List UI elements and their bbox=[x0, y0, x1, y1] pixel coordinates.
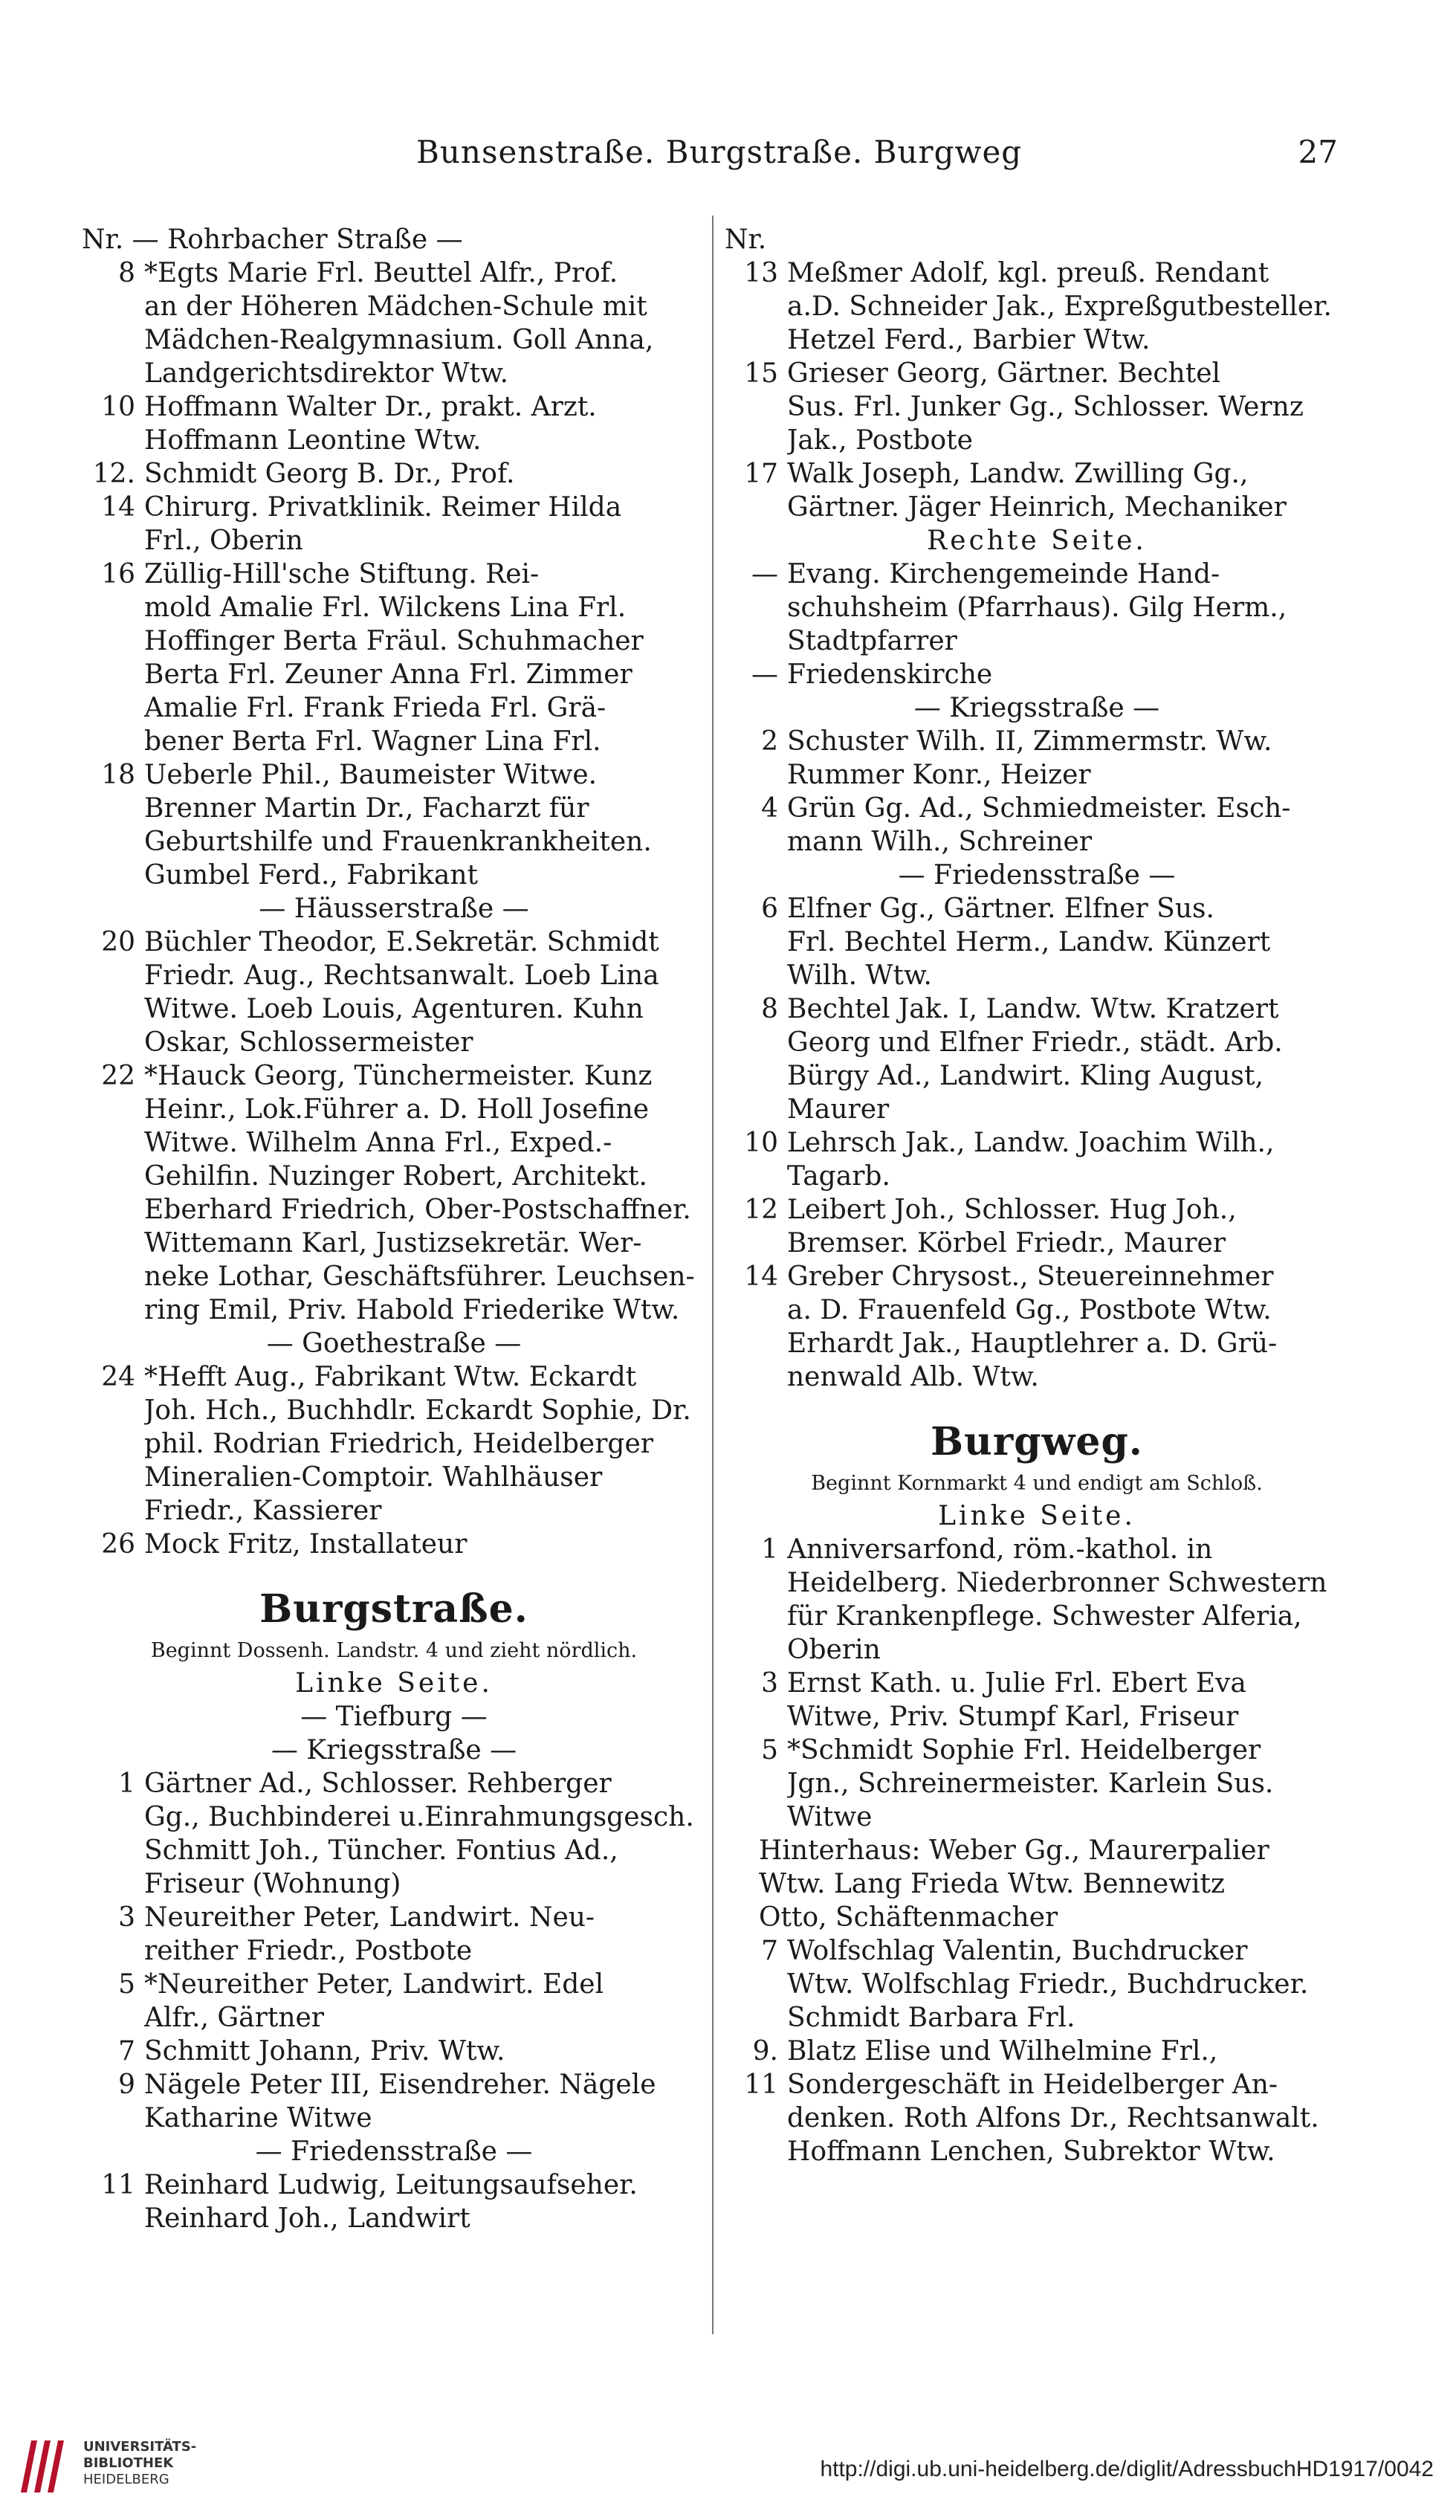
entry-text bbox=[144, 457, 706, 558]
entry-text bbox=[787, 1934, 1349, 2035]
entry-line: Georg und Elfner Friedr., städt. Arb. bbox=[787, 1027, 1283, 1058]
entry-line: Mineralien-Comptoir. Wahlhäuser bbox=[144, 1462, 603, 1493]
entry-line: Bechtel Jak. I, Landw. Wtw. Kratzert bbox=[787, 994, 1279, 1024]
entry-text bbox=[787, 457, 1349, 524]
entry-text bbox=[787, 1260, 1349, 1394]
right-column bbox=[725, 223, 1349, 2168]
street-heading: Burgweg. bbox=[931, 1419, 1143, 1464]
entry-line: Alfr., Gärtner bbox=[144, 2003, 325, 2033]
entry-line: Hoffmann Walter Dr., prakt. Arzt. bbox=[144, 392, 597, 422]
directory-entry bbox=[725, 658, 1349, 691]
entry-line: *Egts Marie Frl. Beuttel Alfr., Prof. bbox=[144, 258, 618, 288]
left-column bbox=[82, 223, 706, 2235]
house-number: 24 bbox=[101, 1362, 135, 1392]
entry-line: Heinr., Lok.Führer a. D. Holl Josefine bbox=[144, 1094, 650, 1125]
entry-line: Mock Fritz, Installateur bbox=[144, 1529, 467, 1560]
entry-line: Büchler Theodor, E.Sekretär. Schmidt bbox=[144, 927, 659, 957]
directory-entry bbox=[725, 1193, 1349, 1260]
entry-line: Hoffinger Berta Fräul. Schuhmacher bbox=[144, 626, 644, 656]
house-number: 9 bbox=[118, 2070, 135, 2100]
entry-line: Berta Frl. Zeuner Anna Frl. Zimmer bbox=[144, 659, 632, 690]
cross-street-label: — Kriegsstraße — bbox=[913, 693, 1160, 723]
house-number: 1 bbox=[118, 1768, 135, 1799]
entry-line: Witwe. Wilhelm Anna Frl., Exped.- bbox=[144, 1128, 612, 1158]
logo-line-3: HEIDELBERG bbox=[83, 2472, 169, 2487]
entry-line: Wittemann Karl, Justizsekretär. Wer- bbox=[144, 1228, 642, 1259]
entry-line: Witwe, Priv. Stumpf Karl, Friseur bbox=[787, 1702, 1239, 1732]
entry-line: a.D. Schneider Jak., Expreßgutbesteller. bbox=[787, 291, 1332, 322]
cross-street-label: — Friedensstraße — bbox=[898, 860, 1176, 891]
entry-line: Oskar, Schlossermeister bbox=[144, 1027, 473, 1058]
entry-line: Friedr. Aug., Rechtsanwalt. Loeb Lina bbox=[144, 960, 659, 991]
entry-line: Witwe. Loeb Louis, Agenturen. Kuhn bbox=[144, 994, 644, 1024]
entry-line: Katharine Witwe bbox=[144, 2103, 372, 2133]
entry-line: Anniversarfond, röm.-kathol. in bbox=[787, 1534, 1213, 1565]
entry-line: Bremser. Körbel Friedr., Maurer bbox=[787, 1228, 1226, 1259]
entry-line: für Krankenpflege. Schwester Alferia, bbox=[787, 1601, 1302, 1632]
directory-entry bbox=[725, 1734, 1349, 1834]
entry-text bbox=[787, 1734, 1349, 1834]
directory-entry bbox=[725, 1834, 1349, 1934]
entry-line: *Hauck Georg, Tünchermeister. Kunz bbox=[144, 1061, 653, 1091]
house-number: 11 bbox=[101, 2170, 135, 2200]
house-number: 5 bbox=[761, 1735, 778, 1765]
entry-text bbox=[787, 658, 1349, 691]
directory-entry bbox=[82, 2068, 706, 2135]
directory-entry bbox=[82, 390, 706, 457]
entry-text bbox=[144, 1528, 706, 1561]
street-description: Beginnt Kornmarkt 4 und endigt am Schloß. bbox=[811, 1472, 1263, 1495]
house-number bbox=[725, 1834, 759, 1934]
entry-line: Wtw. Wolfschlag Friedr., Buchdrucker. bbox=[787, 1969, 1309, 2000]
entry-line: ring Emil, Priv. Habold Friederike Wtw. bbox=[144, 1295, 680, 1325]
entry-line: a. D. Frauenfeld Gg., Postbote Wtw. bbox=[787, 1295, 1272, 1325]
directory-entry bbox=[82, 2168, 706, 2235]
directory-entry bbox=[82, 925, 706, 1059]
entry-text bbox=[787, 1533, 1349, 1667]
entry-line: Frl., Oberin bbox=[144, 526, 303, 556]
entry-line: Nägele Peter III, Eisendreher. Nägele bbox=[144, 2070, 656, 2100]
directory-entry bbox=[725, 1126, 1349, 1193]
entry-line: nenwald Alb. Wtw. bbox=[787, 1362, 1039, 1392]
street-description: Beginnt Dossenh. Landstr. 4 und zieht nördlich. bbox=[150, 1639, 638, 1662]
entry-line: Reinhard Ludwig, Leitungsaufseher. bbox=[144, 2170, 638, 2200]
entry-line: Maurer bbox=[787, 1094, 890, 1125]
entry-line: Wilh. Wtw. bbox=[787, 960, 932, 991]
entry-text bbox=[144, 1360, 706, 1528]
page-header bbox=[82, 134, 1338, 178]
house-number: 7 bbox=[761, 1936, 778, 1966]
house-number: 8 bbox=[761, 994, 778, 1024]
entry-line: Schmitt Joh., Tüncher. Fontius Ad., bbox=[144, 1835, 618, 1866]
house-number: 2 bbox=[761, 726, 778, 757]
entry-text bbox=[787, 892, 1349, 992]
entry-line: Erhardt Jak., Hauptlehrer a. D. Grü- bbox=[787, 1328, 1278, 1359]
entry-line: mold Amalie Frl. Wilckens Lina Frl. bbox=[144, 592, 627, 623]
entry-text bbox=[144, 2168, 706, 2235]
entry-line: Eberhard Friedrich, Ober-Postschaffner. bbox=[144, 1195, 691, 1225]
entry-line: Gumbel Ferd., Fabrikant bbox=[144, 860, 478, 891]
entry-line: *Hefft Aug., Fabrikant Wtw. Eckardt bbox=[144, 1362, 637, 1392]
entry-line: Wolfschlag Valentin, Buchdrucker bbox=[787, 1936, 1248, 1966]
column-divider bbox=[712, 216, 714, 2334]
house-number: 3 bbox=[761, 1668, 778, 1699]
entry-text bbox=[144, 256, 706, 390]
directory-entry bbox=[82, 1059, 706, 1327]
entry-line: Greber Chrysost., Steuereinnehmer bbox=[787, 1261, 1274, 1292]
directory-entry bbox=[725, 792, 1349, 859]
entry-line: Züllig-Hill'sche Stiftung. Rei- bbox=[144, 559, 540, 589]
directory-entry bbox=[725, 457, 1349, 524]
entry-line: an der Höheren Mädchen-Schule mit bbox=[144, 291, 647, 322]
entry-text bbox=[787, 792, 1349, 859]
directory-entry bbox=[82, 1360, 706, 1528]
house-number: — bbox=[751, 559, 778, 589]
page-number: 27 bbox=[1298, 134, 1338, 170]
house-number: 5 bbox=[118, 1969, 135, 2000]
house-number: 10 bbox=[101, 392, 135, 422]
column-header-line: Nr. bbox=[725, 224, 767, 255]
directory-entry bbox=[82, 1968, 706, 2035]
entry-line: Schmitt Johann, Priv. Wtw. bbox=[144, 2036, 505, 2067]
house-number: 9. 11 bbox=[744, 2036, 778, 2100]
entry-line: Geburtshilfe und Frauenkrankheiten. bbox=[144, 827, 652, 857]
entry-text bbox=[787, 1193, 1349, 1260]
entry-text bbox=[787, 2035, 1349, 2168]
entry-text bbox=[144, 1901, 706, 1968]
cross-street-label: — Tiefburg — bbox=[300, 1702, 488, 1732]
entry-line: Blatz Elise und Wilhelmine Frl., bbox=[787, 2036, 1218, 2067]
entry-line: phil. Rodrian Friedrich, Heidelberger bbox=[144, 1429, 653, 1459]
entry-line: Meßmer Adolf, kgl. preuß. Rendant bbox=[787, 258, 1269, 288]
entry-line: *Neureither Peter, Landwirt. Edel bbox=[144, 1969, 604, 2000]
directory-entry bbox=[725, 992, 1349, 1126]
house-number: 26 bbox=[101, 1529, 135, 1560]
house-number: 3 bbox=[118, 1902, 135, 1933]
logo-line-2: BIBLIOTHEK bbox=[83, 2455, 174, 2471]
house-number: 12 bbox=[744, 1195, 778, 1225]
directory-entry bbox=[82, 1528, 706, 1561]
side-heading: Linke Seite. bbox=[295, 1668, 493, 1699]
entry-line: Schmidt Barbara Frl. bbox=[787, 2003, 1075, 2033]
directory-entry bbox=[82, 457, 706, 558]
entry-line: Friedr., Kassierer bbox=[144, 1496, 382, 1526]
house-number: 20 bbox=[101, 927, 135, 957]
house-number: 22 bbox=[101, 1061, 135, 1091]
house-number: 16 bbox=[101, 559, 135, 589]
entry-text bbox=[787, 725, 1349, 792]
house-number: 8 bbox=[118, 258, 135, 288]
entry-line: denken. Roth Alfons Dr., Rechtsanwalt. bbox=[787, 2103, 1319, 2133]
entry-line: Evang. Kirchengemeinde Hand- bbox=[787, 559, 1220, 589]
entry-text bbox=[144, 558, 706, 758]
entry-text bbox=[787, 558, 1349, 658]
entry-line: Friedenskirche bbox=[787, 659, 993, 690]
entry-line: Gärtner. Jäger Heinrich, Mechaniker bbox=[787, 492, 1287, 523]
entry-line: Reinhard Joh., Landwirt bbox=[144, 2203, 470, 2234]
entry-text bbox=[144, 925, 706, 1059]
house-number: 10 bbox=[744, 1128, 778, 1158]
directory-entry bbox=[82, 1767, 706, 1901]
entry-line: Ernst Kath. u. Julie Frl. Ebert Eva bbox=[787, 1668, 1246, 1699]
entry-line: Oberin bbox=[787, 1635, 881, 1665]
directory-entry bbox=[82, 256, 706, 390]
side-heading: Linke Seite. bbox=[938, 1501, 1136, 1531]
house-number: 7 bbox=[118, 2036, 135, 2067]
entry-line: reither Friedr., Postbote bbox=[144, 1936, 473, 1966]
street-heading: Burgstraße. bbox=[259, 1586, 528, 1632]
entry-text bbox=[144, 390, 706, 457]
entry-line: Ueberle Phil., Baumeister Witwe. bbox=[144, 760, 598, 790]
entry-line: Stadtpfarrer bbox=[787, 626, 957, 656]
entry-text bbox=[759, 1834, 1349, 1934]
entry-text bbox=[787, 1667, 1349, 1734]
entry-line: *Schmidt Sophie Frl. Heidelberger bbox=[787, 1735, 1261, 1765]
entry-text bbox=[144, 2068, 706, 2135]
directory-entry bbox=[725, 1667, 1349, 1734]
entry-line: Lehrsch Jak., Landw. Joachim Wilh., bbox=[787, 1128, 1275, 1158]
entry-line: Sondergeschäft in Heidelberger An- bbox=[787, 2070, 1278, 2100]
directory-entry bbox=[725, 892, 1349, 992]
entry-line: bener Berta Frl. Wagner Lina Frl. bbox=[144, 726, 601, 757]
entry-line: Walk Joseph, Landw. Zwilling Gg., bbox=[787, 459, 1249, 489]
entry-line: Wtw. Lang Frieda Wtw. Bennewitz bbox=[759, 1869, 1225, 1899]
house-number: 15 bbox=[744, 358, 778, 389]
house-number: 4 bbox=[761, 793, 778, 824]
logo-line-1: UNIVERSITÄTS- bbox=[83, 2439, 197, 2455]
entry-line: Amalie Frl. Frank Frieda Frl. Grä- bbox=[144, 693, 606, 723]
directory-entry bbox=[82, 1901, 706, 1968]
directory-entry bbox=[725, 2035, 1349, 2168]
entry-line: Frl. Bechtel Herm., Landw. Künzert bbox=[787, 927, 1271, 957]
entry-text bbox=[144, 1968, 706, 2035]
entry-line: Hoffmann Lenchen, Subrektor Wtw. bbox=[787, 2136, 1275, 2167]
cross-street-label: — Häusserstraße — bbox=[259, 894, 529, 924]
entry-line: Schuster Wilh. II, Zimmermstr. Ww. bbox=[787, 726, 1272, 757]
entry-line: Gg., Buchbinderei u.Einrahmungsgesch. bbox=[144, 1802, 694, 1832]
entry-line: Hetzel Ferd., Barbier Wtw. bbox=[787, 325, 1151, 355]
entry-line: Tagarb. bbox=[787, 1161, 890, 1192]
entry-line: Schmidt Georg B. Dr., Prof. bbox=[144, 459, 515, 489]
directory-entry bbox=[725, 558, 1349, 658]
entry-line: Hoffmann Leontine Wtw. bbox=[144, 425, 482, 456]
entry-line: Gärtner Ad., Schlosser. Rehberger bbox=[144, 1768, 612, 1799]
directory-entry bbox=[725, 1934, 1349, 2035]
house-number: 18 bbox=[101, 760, 135, 790]
entry-line: Leibert Joh., Schlosser. Hug Joh., bbox=[787, 1195, 1237, 1225]
house-number: 1 bbox=[761, 1534, 778, 1565]
house-number: 17 bbox=[744, 459, 778, 489]
house-number: 14 bbox=[744, 1261, 778, 1292]
entry-line: Witwe bbox=[787, 1802, 873, 1832]
entry-text bbox=[144, 1059, 706, 1327]
directory-entry bbox=[82, 558, 706, 758]
entry-line: mann Wilh., Schreiner bbox=[787, 827, 1093, 857]
entry-text bbox=[787, 1126, 1349, 1193]
directory-entry bbox=[82, 2035, 706, 2068]
directory-entry bbox=[82, 758, 706, 892]
entry-line: Otto, Schäftenmacher bbox=[759, 1902, 1058, 1933]
running-title: Bunsenstraße. Burgstraße. Burgweg bbox=[416, 134, 1023, 170]
entry-text bbox=[787, 256, 1349, 357]
entry-text bbox=[787, 357, 1349, 457]
house-number: 6 bbox=[761, 894, 778, 924]
entry-line: Grieser Georg, Gärtner. Bechtel bbox=[787, 358, 1221, 389]
entry-text bbox=[144, 758, 706, 892]
cross-street-label: — Goethestraße — bbox=[266, 1328, 522, 1359]
house-number: 13 bbox=[744, 258, 778, 288]
entry-line: Sus. Frl. Junker Gg., Schlosser. Wernz bbox=[787, 392, 1304, 422]
entry-line: Neureither Peter, Landwirt. Neu- bbox=[144, 1902, 595, 1933]
house-number: — bbox=[751, 659, 778, 690]
library-logo-icon bbox=[15, 2433, 71, 2500]
source-url-link[interactable]: http://digi.ub.uni-heidelberg.de/diglit/AdressbuchHD1917/0042 bbox=[820, 2457, 1434, 2481]
entry-line: schuhsheim (Pfarrhaus). Gilg Herm., bbox=[787, 592, 1287, 623]
directory-entry bbox=[725, 256, 1349, 357]
cross-street-label: — Friedensstraße — bbox=[255, 2136, 533, 2167]
entry-line: Chirurg. Privatklinik. Reimer Hilda bbox=[144, 492, 622, 523]
entry-line: Mädchen-Realgymnasium. Goll Anna, bbox=[144, 325, 654, 355]
column-header-line: Nr. — Rohrbacher Straße — bbox=[82, 224, 463, 255]
entry-line: Grün Gg. Ad., Schmiedmeister. Esch- bbox=[787, 793, 1291, 824]
entry-line: Bürgy Ad., Landwirt. Kling August, bbox=[787, 1061, 1264, 1091]
directory-entry bbox=[725, 1260, 1349, 1394]
directory-entry bbox=[725, 1533, 1349, 1667]
entry-line: Heidelberg. Niederbronner Schwestern bbox=[787, 1568, 1327, 1598]
library-logo-text bbox=[83, 2439, 196, 2488]
entry-text bbox=[144, 1767, 706, 1901]
entry-line: Joh. Hch., Buchhdlr. Eckardt Sophie, Dr. bbox=[144, 1395, 691, 1426]
side-heading: Rechte Seite. bbox=[927, 526, 1147, 556]
entry-text bbox=[144, 2035, 706, 2068]
entry-line: Rummer Konr., Heizer bbox=[787, 760, 1091, 790]
directory-entry bbox=[725, 725, 1349, 792]
entry-line: Friseur (Wohnung) bbox=[144, 1869, 401, 1899]
entry-line: Elfner Gg., Gärtner. Elfner Sus. bbox=[787, 894, 1214, 924]
directory-entry bbox=[725, 357, 1349, 457]
page-footer bbox=[0, 2420, 1456, 2520]
entry-line: Brenner Martin Dr., Facharzt für bbox=[144, 793, 589, 824]
entry-line: Jgn., Schreinermeister. Karlein Sus. bbox=[787, 1768, 1274, 1799]
entry-line: neke Lothar, Geschäftsführer. Leuchsen- bbox=[144, 1261, 695, 1292]
house-number: 12. 14 bbox=[92, 459, 135, 523]
entry-line: Hinterhaus: Weber Gg., Maurerpalier bbox=[759, 1835, 1269, 1866]
cross-street-label: — Kriegsstraße — bbox=[271, 1735, 517, 1765]
entry-line: Landgerichtsdirektor Wtw. bbox=[144, 358, 509, 389]
entry-line: Jak., Postbote bbox=[787, 425, 973, 456]
entry-text bbox=[787, 992, 1349, 1126]
entry-line: Gehilfin. Nuzinger Robert, Architekt. bbox=[144, 1161, 647, 1192]
